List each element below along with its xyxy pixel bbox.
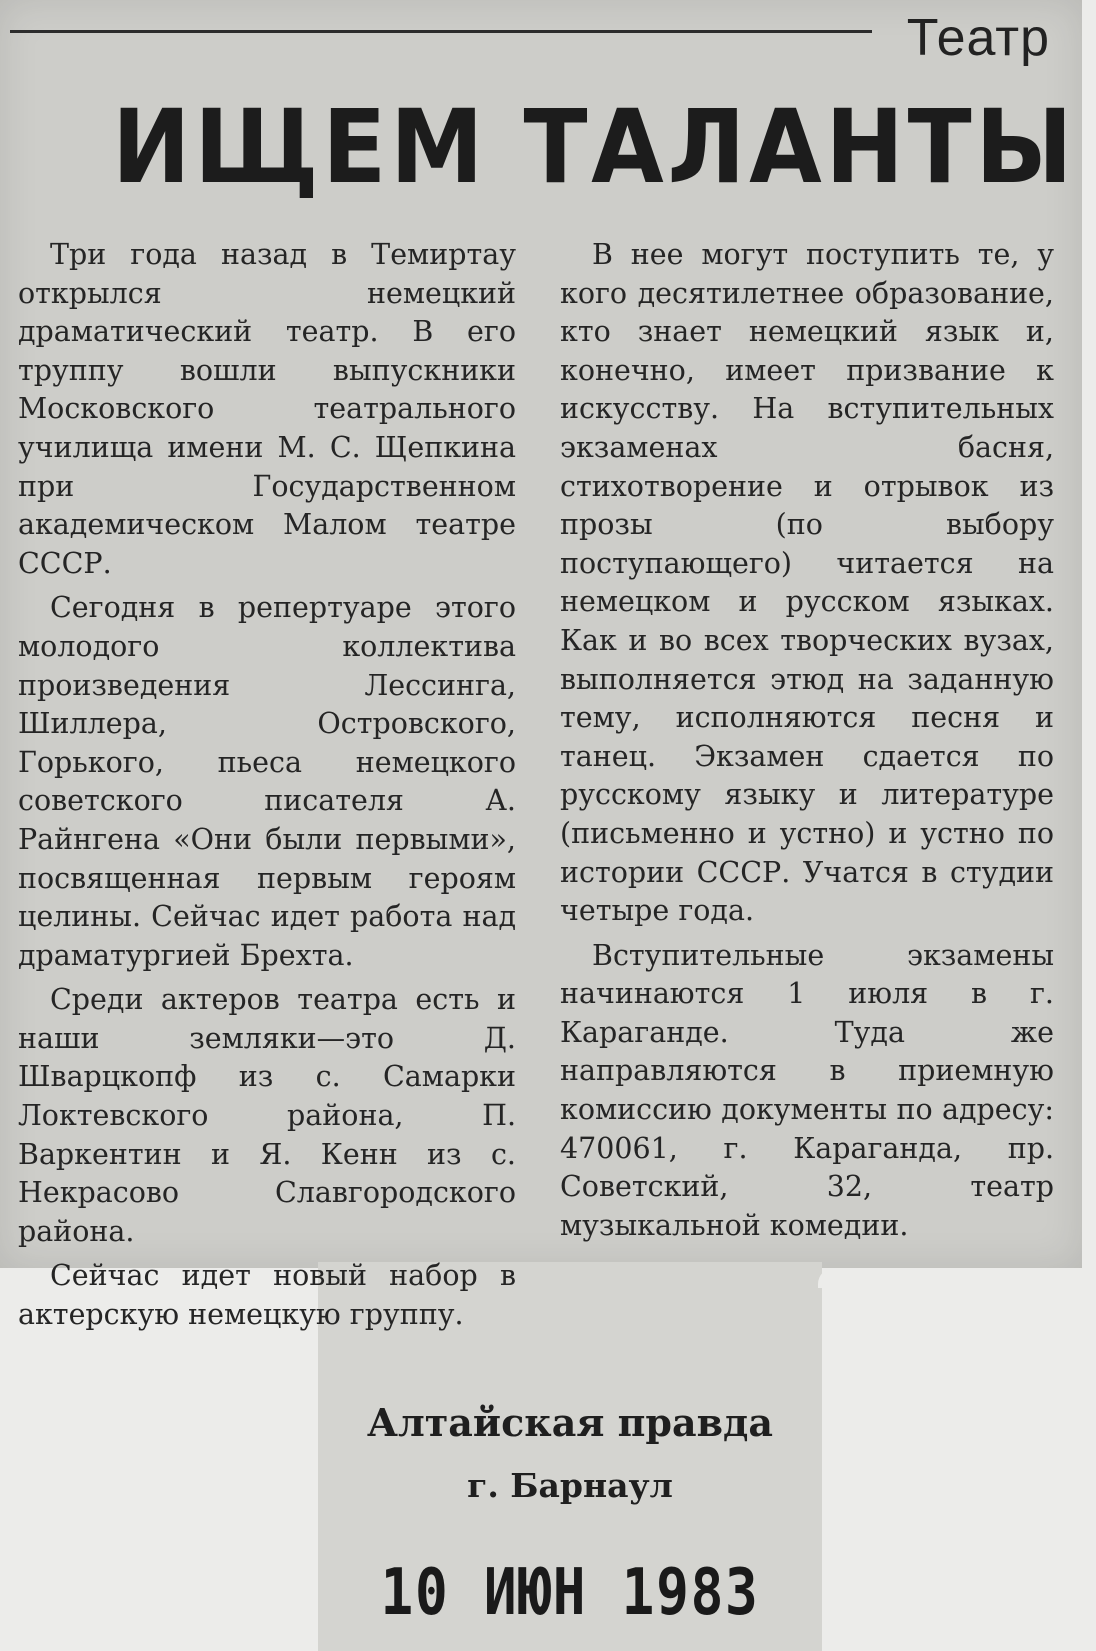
paragraph: Сегодня в репертуаре этого молодого коллектива произведения Лессинга, Шиллера, Островского, Горького, пьеса немецкого советского писателя А. Райнгена «Они были первыми», посвященная первым героям целины. Сейчас идет работа над драматургией Брехта.	[18, 591, 516, 972]
paragraph: Вступительные экзамены начинаются 1 июля в г. Караганде. Туда же направляются в приемную комиссию документы по адресу: 470061, г. Караганда, пр. Советский, 32, театр музыкальной комедии.	[560, 938, 1054, 1242]
newspaper-name: Алтайская правда	[367, 1400, 773, 1445]
rubric-rule	[10, 30, 872, 33]
paragraph: Три года назад в Темиртау открылся немецкий драматический театр. В его труппу вошли выпускники Московского театрального училища имени М. С. Щепкина при Государственном академическом Малом театре СССР.	[18, 238, 516, 580]
rubric-label: Театр	[906, 9, 1050, 67]
date-stamp: 10 ИЮН 1983	[380, 1556, 760, 1630]
article-column-left	[18, 236, 516, 1341]
article-headline: ИЩЕМ ТАЛАНТЫ	[112, 88, 1077, 207]
paragraph: Среди актеров театра есть и наши земляки—это Д. Шварцкопф из с. Самарки Локтевского района, П. Варкентин и Я. Кенн из с. Некрасово Славгородского района.	[18, 983, 516, 1248]
newspaper-city: г. Барнаул	[467, 1466, 673, 1505]
paragraph: Сейчас идет новый набор в актерскую немецкую группу.	[18, 1259, 516, 1332]
paragraph: В нее могут поступить те, у кого десятилетнее образование, кто знает немецкий язык и, конечно, имеет призвание к искусству. На вступительных экзаменах басня, стихотворение и отрывок из прозы (по выбору поступающего) читается на немецком и русском языках. Как и во всех творческих вузах, выполняется этюд на заданную тему, исполняются песня и танец. Экзамен сдается по русскому языку и литературе (письменно и устно) и устно по истории СССР. Учатся в студии четыре года.	[560, 238, 1054, 928]
article-column-right	[560, 236, 1054, 1251]
